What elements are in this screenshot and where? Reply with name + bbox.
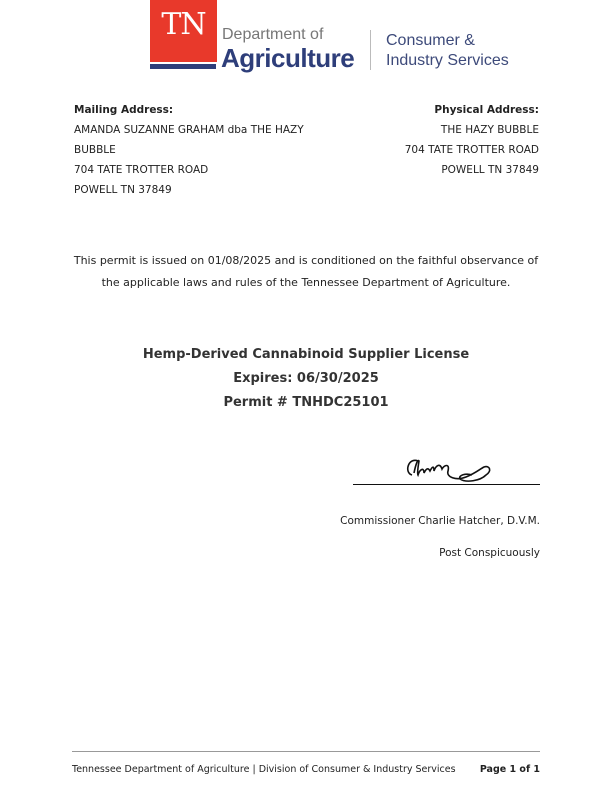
mailing-address — [74, 100, 304, 200]
mailing-line: POWELL TN 37849 — [74, 184, 172, 196]
mailing-line: 704 TATE TROTTER ROAD — [74, 164, 209, 176]
division-line2: Industry Services — [386, 52, 509, 69]
physical-line: 704 TATE TROTTER ROAD — [404, 144, 539, 156]
mailing-line: BUBBLE — [74, 144, 116, 156]
physical-address — [405, 100, 539, 180]
physical-line: POWELL TN 37849 — [441, 164, 539, 176]
signature-image — [400, 455, 495, 485]
license-expires: Expires: 06/30/2025 — [233, 371, 379, 386]
license-block — [0, 343, 612, 415]
post-notice: Post Conspicuously — [439, 547, 540, 559]
physical-line: THE HAZY BUBBLE — [440, 124, 539, 136]
division-name — [386, 31, 509, 71]
logo-bar — [150, 64, 216, 69]
footer-divider — [72, 751, 540, 752]
mailing-line: AMANDA SUZANNE GRAHAM dba THE HAZY — [74, 124, 304, 136]
permit-number: Permit # TNHDC25101 — [223, 395, 389, 410]
tn-logo: TN — [150, 0, 217, 62]
logo-divider — [370, 30, 371, 70]
permit-statement — [0, 250, 612, 294]
signer-name: Commissioner Charlie Hatcher, D.V.M. — [340, 515, 540, 527]
footer-text: Tennessee Department of Agriculture | Division of Consumer & Industry Services — [72, 764, 456, 775]
division-line1: Consumer & — [386, 32, 475, 49]
statement-line2: the applicable laws and rules of the Tennessee Department of Agriculture. — [101, 276, 511, 289]
statement-line1: This permit is issued on 01/08/2025 and is conditioned on the faithful observance of — [73, 254, 539, 267]
physical-label: Physical Address: — [434, 104, 539, 116]
page-number: Page 1 of 1 — [479, 764, 540, 775]
license-type: Hemp-Derived Cannabinoid Supplier License — [142, 347, 470, 362]
signature-line — [353, 484, 540, 485]
logo-agriculture-text: Agriculture — [221, 43, 355, 73]
logo-dept-text: Department of — [222, 26, 324, 43]
mailing-label: Mailing Address: — [74, 104, 174, 116]
